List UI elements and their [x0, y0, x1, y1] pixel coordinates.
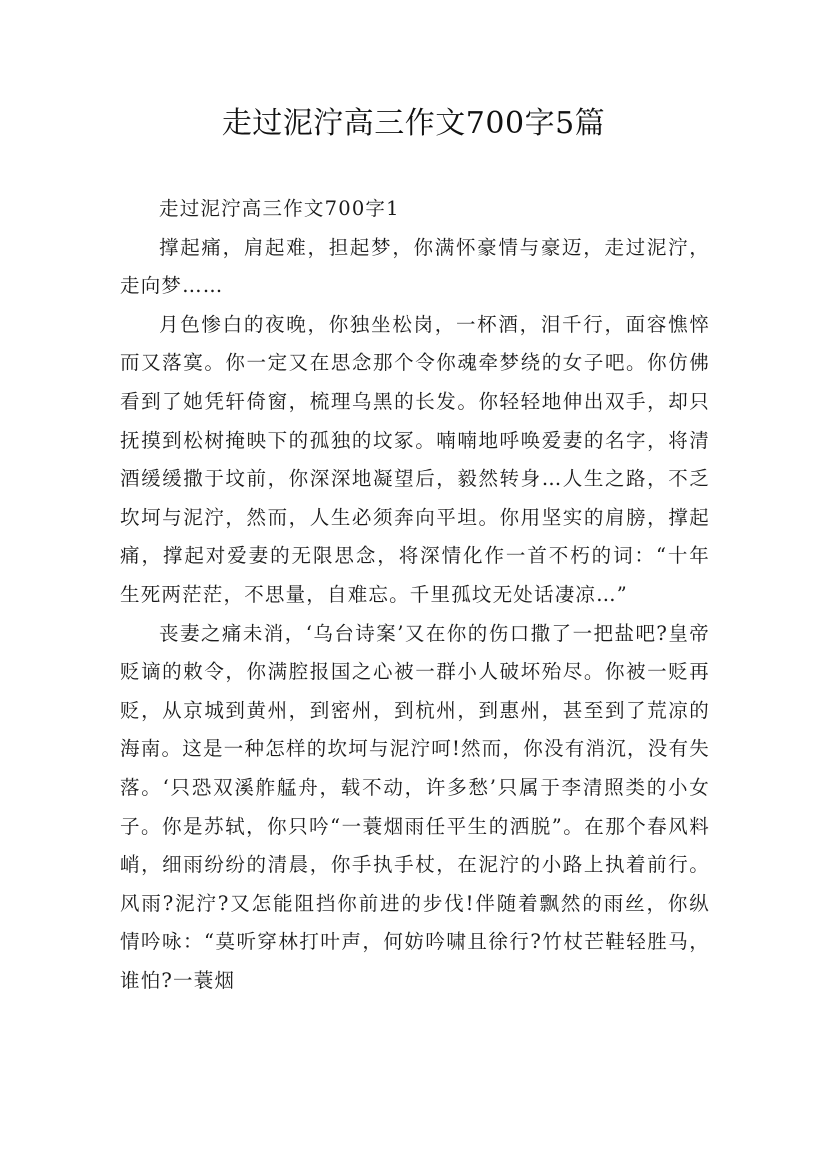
body-paragraph: 丧妻之痛未消，‘乌台诗案’又在你的伤口撒了一把盐吧?皇帝贬谪的敕令，你满腔报国之心被一群小人破坏殆尽。你被一贬再贬，从京城到黄州，到密州，到杭州，到惠州，甚至到了荒凉的海南。这是一种怎样的坎坷与泥泞呵!然而，你没有消沉，没有失落。‘只恐双溪舴艋舟，载不动，许多愁’只属于李清照类的小女子。你是苏轼，你只吟“一蓑烟雨任平生的洒脱”。在那个春风料峭，细雨纷纷的清晨，你手执手杖，在泥泞的小路上执着前行。风雨?泥泞?又怎能阻挡你前进的步伐!伴随着飘然的雨丝，你纵情吟咏：“莫听穿林打叶声，何妨吟啸且徐行?竹杖芒鞋轻胜马，谁怕?一蓑烟	[120, 621, 710, 992]
body-paragraph: 月色惨白的夜晚，你独坐松岗，一杯酒，泪千行，面容憔悴而又落寞。你一定又在思念那个令你魂牵梦绕的女子吧。你仿佛看到了她凭轩倚窗，梳理乌黑的长发。你轻轻地伸出双手，却只抚摸到松树掩映下的孤独的坟冢。喃喃地呼唤爱妻的名字，将清酒缓缓撒于坟前，你深深地凝望后，毅然转身…人生之路，不乏坎坷与泥泞，然而，人生必须奔向平坦。你用坚实的肩膀，撑起痛，撑起对爱妻的无限思念，将深情化作一首不朽的词：“十年生死两茫茫，不思量，自难忘。千里孤坟无处话凄凉…”	[120, 312, 710, 606]
body-paragraph: 撑起痛，肩起难，担起梦，你满怀豪情与豪迈，走过泥泞，走向梦……	[120, 235, 710, 298]
document-title: 走过泥泞高三作文700字5篇	[221, 106, 606, 141]
essay-subheading: 走过泥泞高三作文700字1	[159, 197, 400, 220]
document-body	[120, 190, 710, 1000]
